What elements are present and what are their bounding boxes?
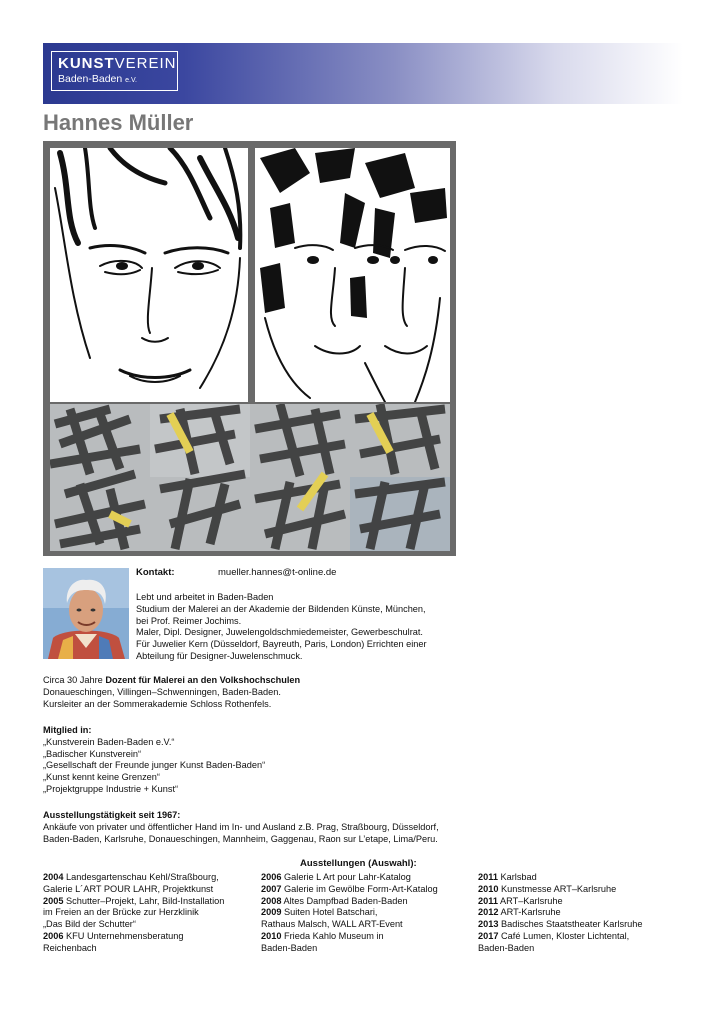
biography [136,592,427,663]
exhibition-entry: 2012 ART-Karlsruhe [478,907,561,918]
teaching-line: Circa 30 Jahre Dozent für Malerei an den Volkshochschulen [43,675,301,685]
contact-email: mueller.hannes@t-online.de [218,567,337,578]
membership-item: „Badischer Kunstverein“ [43,748,142,759]
exhibition-activity-section [43,810,439,845]
exhibition-entry: Baden-Baden [478,942,535,953]
bio-line: Abteilung für Designer-Juwelenschmuck. [136,650,303,661]
teaching-line: Donaueschingen, Villingen–Schwenningen, Baden-Baden. [43,686,281,697]
artwork-double-face-drawing [255,148,450,402]
exhibition-entry: 2011 ART–Karlsruhe [478,895,563,906]
kunstverein-logo [51,51,178,91]
bio-line: bei Prof. Reimer Jochims. [136,615,242,626]
exhibition-activity-line: Ankäufe von privater und öffentlicher Hand im In- und Ausland z.B. Prag, Straßbourg, Düsseldorf, [43,821,439,832]
exhibitions-column-2 [261,872,438,955]
membership-item: „Gesellschaft der Freunde junger Kunst Baden-Baden“ [43,760,266,771]
exhibitions-column-3 [478,872,642,955]
membership-heading: Mitglied in: [43,725,92,735]
artist-portrait-photo [43,568,129,659]
membership-item: „Kunst kennt keine Grenzen“ [43,772,160,783]
header-banner [43,43,683,104]
bio-line: Lebt und arbeitet in Baden-Baden [136,592,274,602]
artwork-gallery [43,141,456,556]
logo-title: KUNSTVEREIN [58,55,177,72]
exhibition-entry: 2013 Badisches Staatstheater Karlsruhe [478,919,643,930]
exhibition-entry: „Das Bild der Schutter“ [43,919,136,930]
membership-section [43,725,265,796]
exhibitions-heading: Ausstellungen (Auswahl): [300,858,417,869]
artist-name: Hannes Müller [43,110,194,135]
exhibition-entry: 2009 Suiten Hotel Batschari, [261,907,378,918]
exhibition-entry: Rathaus Malsch, WALL ART-Event [261,919,403,930]
exhibition-entry: 2005 Schutter–Projekt, Lahr, Bild-Installation [43,895,225,906]
exhibition-entry: 2004 Landesgartenschau Kehl/Straßbourg, [43,872,219,882]
exhibition-entry: 2017 Café Lumen, Kloster Lichtental, [478,930,630,941]
exhibition-entry: 2008 Altes Dampfbad Baden-Baden [261,895,408,906]
membership-item: „Projektgruppe Industrie + Kunst“ [43,783,179,794]
artwork-face-drawing [50,148,248,402]
exhibition-activity-heading: Ausstellungstätigkeit seit 1967: [43,810,181,820]
contact-label: Kontakt: [136,567,175,578]
exhibitions-column-1 [43,872,224,955]
teaching-section [43,675,300,710]
exhibition-entry: 2010 Kunstmesse ART–Karlsruhe [478,883,617,894]
bio-line: Für Juwelier Kern (Düsseldorf, Bayreuth, Paris, London) Errichten einer [136,639,427,650]
teaching-line: Kursleiter an der Sommerakademie Schloss Rothenfels. [43,698,272,709]
exhibition-entry: Galerie L´ART POUR LAHR, Projektkunst [43,883,214,894]
membership-item: „Kunstverein Baden-Baden e.V.“ [43,736,175,747]
exhibition-entry: 2007 Galerie im Gewölbe Form-Art-Katalog [261,883,438,894]
exhibition-entry: 2011 Karlsbad [478,872,537,882]
exhibition-entry: im Freien an der Brücke zur Herzklinik [43,907,199,918]
exhibition-entry: 2010 Frieda Kahlo Museum in [261,930,384,941]
exhibition-entry: Baden-Baden [261,942,318,953]
logo-subtitle: Baden-Baden e.V. [58,73,137,85]
exhibition-activity-line: Baden-Baden, Karlsruhe, Donaueschingen, Mannheim, Gaggenau, Raon sur L’etape, Lima/Peru. [43,833,438,844]
exhibition-entry: Reichenbach [43,942,97,953]
bio-line: Studium der Malerei an der Akademie der Bildenden Künste, München, [136,603,426,614]
bio-line: Maler, Dipl. Designer, Juwelengoldschmiedemeister, Gewerbeschulrat. [136,627,423,638]
exhibition-entry: 2006 Galerie L Art pour Lahr-Katalog [261,872,411,882]
exhibition-entry: 2006 KFU Unternehmensberatung [43,930,184,941]
artwork-abstract-strokes [50,404,450,551]
